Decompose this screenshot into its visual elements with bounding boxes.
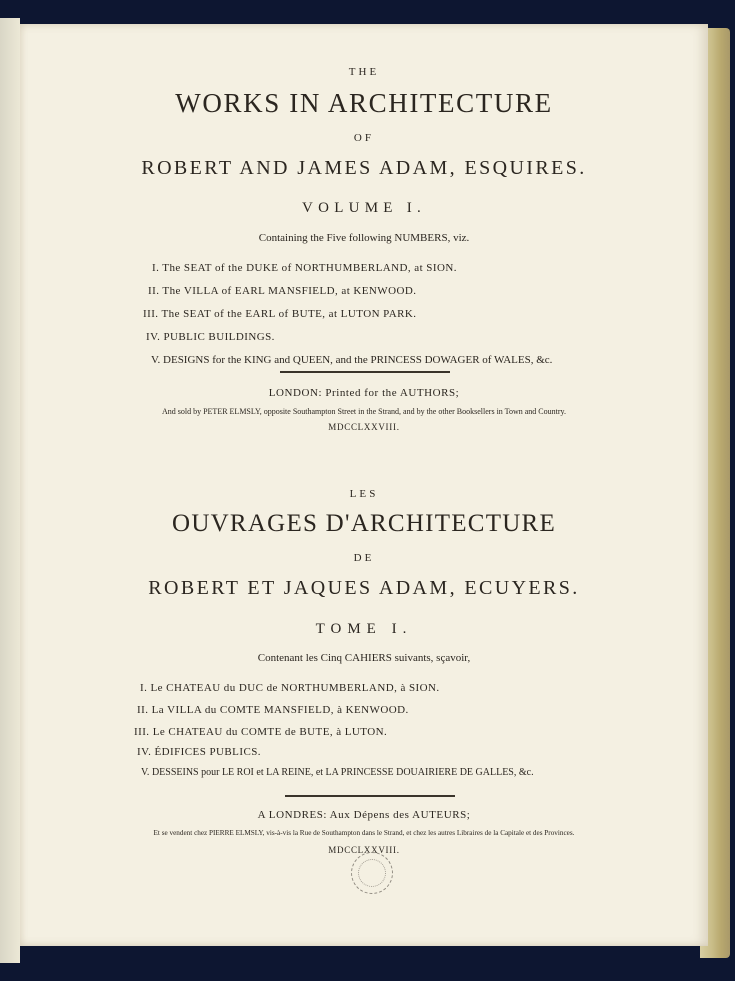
list-item xyxy=(148,285,416,297)
item-text: PUBLIC BUILDINGS. xyxy=(163,331,275,343)
item-text: DESSEINS pour LE ROI et LA REINE, et LA PRINCESSE DOUAIRIERE DE GALLES, &c. xyxy=(151,767,534,778)
item-number: II. xyxy=(148,285,160,297)
list-item xyxy=(137,746,261,758)
item-number: II. xyxy=(137,704,149,716)
english-the: THE xyxy=(348,66,380,78)
title-page xyxy=(20,24,708,946)
list-item xyxy=(134,726,387,738)
french-de: DE xyxy=(353,552,375,564)
item-text: The SEAT of the EARL of BUTE, at LUTON PARK. xyxy=(161,308,417,320)
list-item xyxy=(140,682,440,694)
english-volume: VOLUME I. xyxy=(302,200,426,216)
french-contenant: Contenant les Cinq CAHIERS suivants, sçavoir, xyxy=(257,652,471,664)
list-item xyxy=(143,308,416,320)
french-authors: ROBERT ET JAQUES ADAM, ECUYERS. xyxy=(148,577,580,599)
english-title: WORKS IN ARCHITECTURE xyxy=(175,88,553,118)
divider-rule xyxy=(285,795,455,797)
list-item xyxy=(141,767,534,778)
english-containing: Containing the Five following NUMBERS, viz. xyxy=(258,232,470,244)
english-imprint: LONDON: Printed for the AUTHORS; xyxy=(268,387,460,399)
french-sold-by: Et se vendent chez PIERRE ELMSLY, vis-à-vis la Rue de Southampton dans le Strand, et chez les autres Libraires de la Capitale et des Provinces. xyxy=(153,829,575,837)
library-stamp xyxy=(351,852,393,894)
item-number: I. xyxy=(140,682,148,694)
english-sold-by: And sold by PETER ELMSLY, opposite Southampton Street in the Strand, and by the other Booksellers in Town and Country. xyxy=(161,407,567,416)
item-number: IV. xyxy=(137,746,152,758)
item-text: Le CHATEAU du DUC de NORTHUMBERLAND, à SION. xyxy=(150,682,440,694)
item-text: La VILLA du COMTE MANSFIELD, à KENWOOD. xyxy=(151,704,409,716)
english-year: MDCCLXXVIII. xyxy=(328,422,400,432)
french-les: LES xyxy=(349,488,379,500)
item-text: DESIGNS for the KING and QUEEN, and the PRINCESS DOWAGER of WALES, &c. xyxy=(163,354,553,366)
list-item xyxy=(146,331,275,343)
item-text: Le CHATEAU du COMTE de BUTE, à LUTON. xyxy=(152,726,388,738)
item-number: V. xyxy=(141,767,150,778)
list-item xyxy=(151,354,552,366)
item-number: III. xyxy=(134,726,150,738)
divider-rule xyxy=(280,371,450,373)
english-authors: ROBERT AND JAMES ADAM, ESQUIRES. xyxy=(141,157,587,179)
item-number: III. xyxy=(143,308,159,320)
french-year: MDCCLXXVIII. xyxy=(328,845,400,855)
list-item xyxy=(152,262,457,274)
item-text: The SEAT of the DUKE of NORTHUMBERLAND, at SION. xyxy=(162,262,457,274)
item-number: IV. xyxy=(146,331,161,343)
item-number: I. xyxy=(152,262,160,274)
item-text: The VILLA of EARL MANSFIELD, at KENWOOD. xyxy=(162,285,417,297)
english-of: OF xyxy=(353,132,375,144)
list-item xyxy=(137,704,409,716)
item-number: V. xyxy=(151,354,161,366)
item-text: ÉDIFICES PUBLICS. xyxy=(154,746,261,758)
french-tome: TOME I. xyxy=(315,621,413,637)
book-cover-edge xyxy=(0,18,20,963)
french-imprint: A LONDRES: Aux Dépens des AUTEURS; xyxy=(257,809,471,821)
french-title: OUVRAGES D'ARCHITECTURE xyxy=(172,510,556,537)
